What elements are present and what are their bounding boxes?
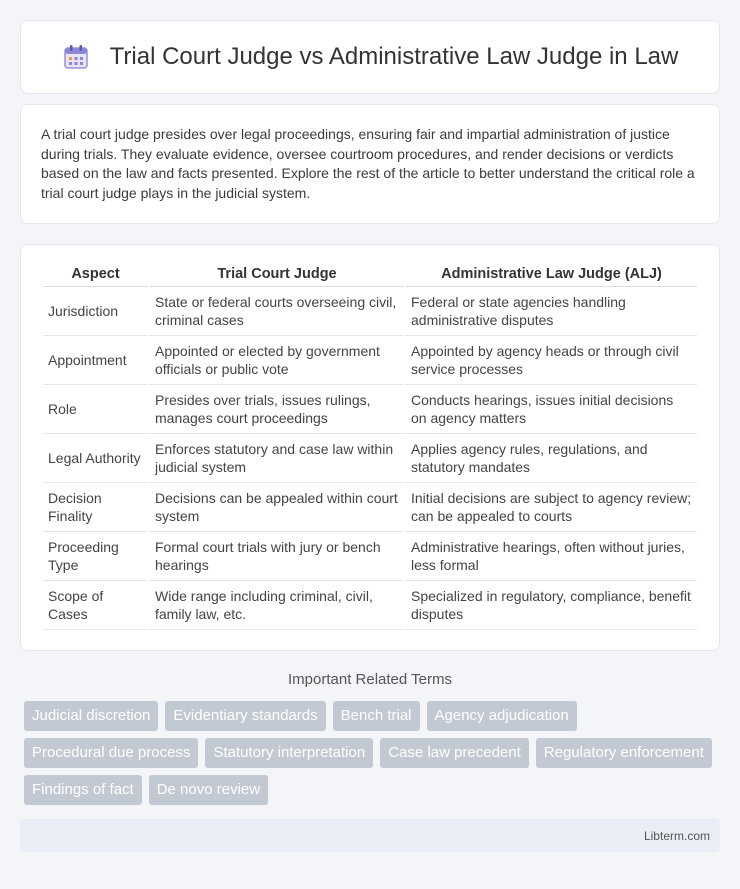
table-row	[43, 483, 697, 532]
tag-de-novo-review[interactable]: De novo review	[149, 775, 268, 805]
cell-aspect: Scope of Cases	[43, 581, 148, 630]
cell-aspect: Legal Authority	[43, 434, 148, 483]
tag-judicial-discretion[interactable]: Judicial discretion	[24, 701, 158, 731]
header-aspect: Aspect	[43, 261, 148, 287]
related-terms-tags	[20, 701, 720, 805]
cell-alj: Applies agency rules, regulations, and statutory mandates	[406, 434, 697, 483]
cell-alj: Initial decisions are subject to agency review; can be appealed to courts	[406, 483, 697, 532]
table-row	[43, 532, 697, 581]
table-row	[43, 581, 697, 630]
footer-site-link[interactable]: Libterm.com	[643, 828, 710, 843]
tag-procedural-due-process[interactable]: Procedural due process	[24, 738, 198, 768]
tag-bench-trial[interactable]: Bench trial	[333, 701, 420, 731]
cell-alj: Federal or state agencies handling administrative disputes	[406, 287, 697, 336]
cell-aspect: Appointment	[43, 336, 148, 385]
intro-text: A trial court judge presides over legal proceedings, ensuring fair and impartial administration of justice during trials. They evaluate evidence, oversee courtroom procedures, and render decisions or verdicts based on the law and facts presented. Explore the rest of the article to better understand the critical role a trial court judge plays in the judicial system.	[41, 126, 695, 201]
cell-aspect: Role	[43, 385, 148, 434]
cell-trial: State or federal courts overseeing civil, criminal cases	[150, 287, 404, 336]
cell-alj: Appointed by agency heads or through civil service processes	[406, 336, 697, 385]
cell-alj: Administrative hearings, often without juries, less formal	[406, 532, 697, 581]
related-terms-title: Important Related Terms	[288, 671, 452, 688]
calendar-icon	[62, 43, 90, 71]
cell-trial: Appointed or elected by government officials or public vote	[150, 336, 404, 385]
page-title: Trial Court Judge vs Administrative Law Judge in Law	[109, 43, 679, 70]
title-card	[20, 20, 720, 94]
cell-trial: Wide range including criminal, civil, family law, etc.	[150, 581, 404, 630]
footer	[20, 819, 720, 852]
cell-aspect: Jurisdiction	[43, 287, 148, 336]
table-row	[43, 434, 697, 483]
tag-evidentiary-standards[interactable]: Evidentiary standards	[165, 701, 325, 731]
comparison-table-card	[20, 244, 720, 651]
cell-aspect: Decision Finality	[43, 483, 148, 532]
header-administrative-law-judge: Administrative Law Judge (ALJ)	[406, 261, 697, 287]
tag-statutory-interpretation[interactable]: Statutory interpretation	[205, 738, 373, 768]
table-header-row	[43, 261, 697, 287]
header-trial-court-judge: Trial Court Judge	[150, 261, 404, 287]
tag-agency-adjudication[interactable]: Agency adjudication	[427, 701, 577, 731]
table-row	[43, 385, 697, 434]
tag-case-law-precedent[interactable]: Case law precedent	[380, 738, 529, 768]
cell-alj: Conducts hearings, issues initial decisions on agency matters	[406, 385, 697, 434]
cell-trial: Presides over trials, issues rulings, manages court proceedings	[150, 385, 404, 434]
related-terms-section	[20, 671, 720, 805]
intro-card	[20, 104, 720, 224]
cell-trial: Decisions can be appealed within court system	[150, 483, 404, 532]
tag-findings-of-fact[interactable]: Findings of fact	[24, 775, 142, 805]
cell-aspect: Proceeding Type	[43, 532, 148, 581]
cell-trial: Enforces statutory and case law within judicial system	[150, 434, 404, 483]
table-row	[43, 287, 697, 336]
cell-trial: Formal court trials with jury or bench hearings	[150, 532, 404, 581]
tag-regulatory-enforcement[interactable]: Regulatory enforcement	[536, 738, 712, 768]
cell-alj: Specialized in regulatory, compliance, benefit disputes	[406, 581, 697, 630]
table-row	[43, 336, 697, 385]
comparison-table	[41, 261, 699, 630]
